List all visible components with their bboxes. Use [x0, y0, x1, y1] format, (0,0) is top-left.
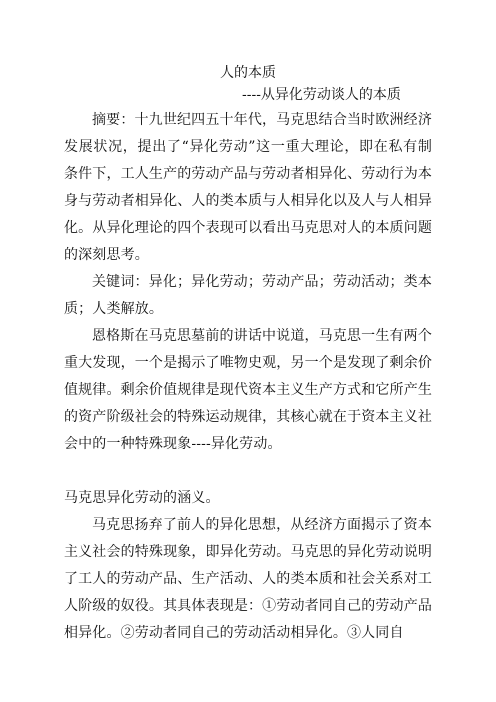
keywords-paragraph: 关键词：异化；异化劳动；劳动产品；劳动活动；类本质；人类解放。 [64, 274, 432, 317]
document-body [64, 62, 432, 647]
abstract-paragraph: 摘要：十九世纪四五十年代，马克思结合当时欧洲经济发展状况，提出了“异化劳动”这一重大理论，即在私有制条件下，工人生产的劳动产品与劳动者相异化、劳动行为本身与劳动者相异化、人的类本质与人相异化以及人与人相异化。从异化理论的四个表现可以看出马克思对人的本质问题的深刻思考。 [64, 112, 432, 263]
body-paragraph-2: 马克思扬弃了前人的异化思想，从经济方面揭示了资本主义社会的特殊现象，即异化劳动。马克思的异化劳动说明了工人的劳动产品、生产活动、人的类本质和社会关系对工人阶级的奴役。其具体表现是：①劳动者同自己的劳动产品相异化。②劳动者同自己的劳动活动相异化。③人同自 [64, 517, 432, 641]
document-title: 人的本质 [220, 65, 276, 81]
section-heading: 马克思异化劳动的涵义。 [64, 490, 220, 506]
document-subtitle: ----从异化劳动谈人的本质 [242, 87, 401, 103]
body-paragraph-1: 恩格斯在马克思墓前的讲话中说道，马克思一生有两个重大发现，一个是揭示了唯物史观，另一个是发现了剩余价值规律。剩余价值规律是现代资本主义生产方式和它所产生的资产阶级社会的特殊运动规律，其核心就在于资本主义社会中的一种特殊现象----异化劳动。 [64, 328, 432, 452]
